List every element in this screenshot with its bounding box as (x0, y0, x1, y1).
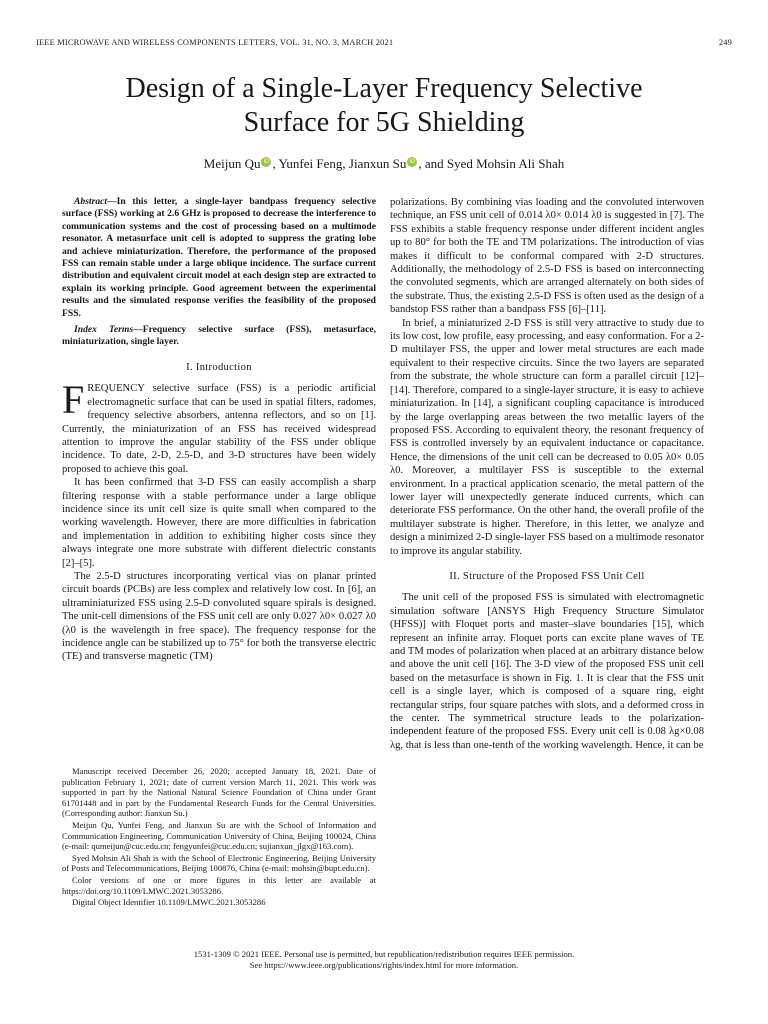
section-heading-structure: II. Structure of the Proposed FSS Unit Cell (449, 570, 645, 582)
intro-paragraph-1-text: REQUENCY selective surface (FSS) is a periodic artificial electromagnetic surface that can be used in spatial filters, radomes, frequency selective absorbers, antenna reflectors, and so on [1]. Currently, the miniaturization of an FSS has received widespread attention to improve the angular stability of the FSS under oblique incidence. To date, 2-D, 2.5-D, and 3-D structures have been widely proposed to achieve this goal. (62, 383, 376, 475)
footnote-manuscript: Manuscript received December 26, 2020; accepted January 18, 2021. Date of publication February 1, 2021; date of current version March 11, 2021. This work was supported in part by the National Natural Science Foundation of China under Grant 61701448 and in part by the Fundamental Research Funds for the Central Universities. (Corresponding author: Jianxun Su.) (62, 766, 376, 819)
left-column (62, 196, 376, 664)
orcid-icon[interactable]: iD (261, 157, 271, 167)
intro-paragraph-1 (62, 377, 376, 476)
orcid-icon[interactable]: iD (407, 157, 417, 167)
intro-paragraph-4: polarizations. By combining vias loading and the convoluted interwoven technique, an FSS unit cell of 0.014 λ0× 0.014 λ0 is suggested in [7]. The FSS exhibits a stable frequency response under different incident angles up to 80° for both the TE and TM polarizations. The introduction of vias makes it difficult to be conformal compared with 2-D structures. Additionally, the methodology of 2.5-D FSS is based on interconnecting the convoluted segments, which are arranged alternately on both sides of the substrate. Thus, the existing 2.5-D FSS is often used as the design of a bandstop FSS rather than a bandpass FSS [6]–[11]. (390, 197, 704, 316)
index-terms-label: Index Terms (74, 324, 134, 336)
title-line-2: Surface for 5G Shielding (243, 107, 525, 138)
author-2-3: , Yunfei Feng, Jianxun Su (272, 156, 407, 171)
drop-cap: F (62, 377, 85, 423)
author-list (36, 156, 732, 172)
structure-paragraph-1: The unit cell of the proposed FSS is simulated with electromagnetic simulation software [ANSYS High Frequency Structure Simulator (HFSS)] with Floquet ports and master–slave boundaries [15], which represent an infinite array. Floquet ports can excite plane waves of TE and TM modes of polarization when placed at an arbitrary distance below and above the unit cell [16]. The 3-D view of the proposed FSS unit cell based on the metasurface is shown in Fig. 1. It is clear that the FSS unit cell is a single layer, which is composed of a square ring, eight rectangular strips, four square patches with slots, and a deformed cross in the center. The symmetrical structure leads to the polarization-independent feature of the proposed FSS. Every unit cell is 0.08 λg×0.08 λg, that is less than one-tenth of the working wavelength. Hence, it can be (390, 592, 704, 751)
copyright-line-2: See https://www.ieee.org/publications/rights/index.html for more information. (249, 960, 519, 970)
intro-paragraph-5: In brief, a miniaturized 2-D FSS is still very attractive to study due to its low cost, low profile, easy processing, and easy conformation. For a 2-D multilayer FSS, the upper and lower metal structures are each made equivalent to their respective circuits. Since the two layers are separated from the substrate, the whole structure can form a parallel circuit [12]–[14]. Therefore, compared to a single-layer structure, it is easy to achieve miniaturization. In [14], a significant coupling capacitance is introduced by the large overlapping areas between the two metallic layers of the proposed FSS. According to equivalent theory, the resonant frequency of FSS is controlled inversely by an equivalent inductance or capacitance. Hence, the dimensions of the unit cell can be decreased to 0.05 λ0× 0.05 λ0. Moreover, a multilayer FSS is susceptible to the external environment. In a practical application scenario, the metal pattern of the lower layer will unexpectedly generate induced currents, which can deteriorate FSS performance. On the other hand, the overall profile of the multilayer substrate is higher. Therefore, in this letter, we analyze and design a minimized 2-D single-layer FSS based on a multimode resonator to improve its angular stability. (390, 317, 704, 557)
abstract-text: In this letter, a single-layer bandpass frequency selective surface (FSS) working at 2.6 GHz is proposed to decrease the interference to communication systems and the cost of processing based on a multimode resonator. A metasurface unit cell is adopted to suppress the grating lobe and achieve miniaturization. Therefore, the performance of the proposed FSS can remain stable under a large oblique incidence. The surface current distribution and equivalent circuit model at each design step are extracted to explain its working principle. Good agreement between the experimental results and the simulated response verifies the feasibility of the proposed FSS. (62, 196, 376, 319)
intro-paragraph-2: It has been confirmed that 3-D FSS can easily accomplish a sharp filtering response with a stable performance under a large oblique incidence since its unit cell size is quite small when compared to the working wavelength. However, there are more difficulties in fabrication and implementation in addition to exhibiting higher costs since they always integrate one more substrate with different dielectric constants [2]–[5]. (62, 477, 376, 569)
right-column (390, 196, 704, 936)
page-number: 249 (718, 38, 732, 47)
footnote-affiliation-2: Syed Mohsin Ali Shah is with the School of Electronic Engineering, Beijing University of Posts and Telecommunications, Beijing 100876, China (e-mail: mohsin@bupt.edu.cn). (62, 852, 376, 874)
copyright-line-1: 1531-1309 © 2021 IEEE. Personal use is permitted, but republication/redistribution requires IEEE permission. (193, 949, 575, 959)
index-terms (62, 324, 376, 349)
author-1: Meijun Qu (203, 156, 261, 171)
author-4: , and Syed Mohsin Ali Shah (418, 156, 565, 171)
abstract-label: Abstract (74, 196, 108, 207)
footnotes (62, 766, 376, 909)
intro-paragraph-3: The 2.5-D structures incorporating vertical vias on planar printed circuit boards (PCBs) are less complex and relatively low cost. In [6], an ultraminiaturized FSS using 2.5-D convoluted square spirals is designed. The unit-cell dimensions of the FSS unit cell are only 0.027 λ0× 0.027 λ0 (λ0 is the wavelength in free space). The frequency response for the incidence angle can be stabilized up to 75° for both the transverse electric (TE) and transverse magnetic (TM) (62, 570, 376, 663)
section-heading-introduction: I. Introduction (186, 361, 252, 373)
paper-title (36, 72, 732, 140)
index-terms-text: Frequency selective surface (FSS), metasurface, miniaturization, single layer. (62, 324, 376, 348)
index-terms-dash: — (133, 324, 143, 336)
title-line-1: Design of a Single-Layer Frequency Selective (125, 73, 643, 104)
footnote-doi: Digital Object Identifier 10.1109/LMWC.2021.3053286 (72, 897, 266, 908)
abstract-dash: — (107, 196, 117, 207)
footnote-affiliation-1: Meijun Qu, Yunfei Feng, and Jianxun Su are with the School of Information and Communication Engineering, Communication University of China, Beijing 100024, China (e-mail: qumeijun@cuc.edu.cn; fengyunfei@cuc.edu.cn; sujianxun_jlgx@163.com). (62, 819, 376, 852)
footnote-color-versions: Color versions of one or more figures in this letter are available at https://doi.org/10.1109/LMWC.2021.3053286. (62, 874, 376, 896)
copyright-notice (36, 949, 732, 971)
journal-name: IEEE MICROWAVE AND WIRELESS COMPONENTS LETTERS, VOL. 31, NO. 3, MARCH 2021 (36, 38, 394, 47)
abstract (62, 196, 376, 320)
